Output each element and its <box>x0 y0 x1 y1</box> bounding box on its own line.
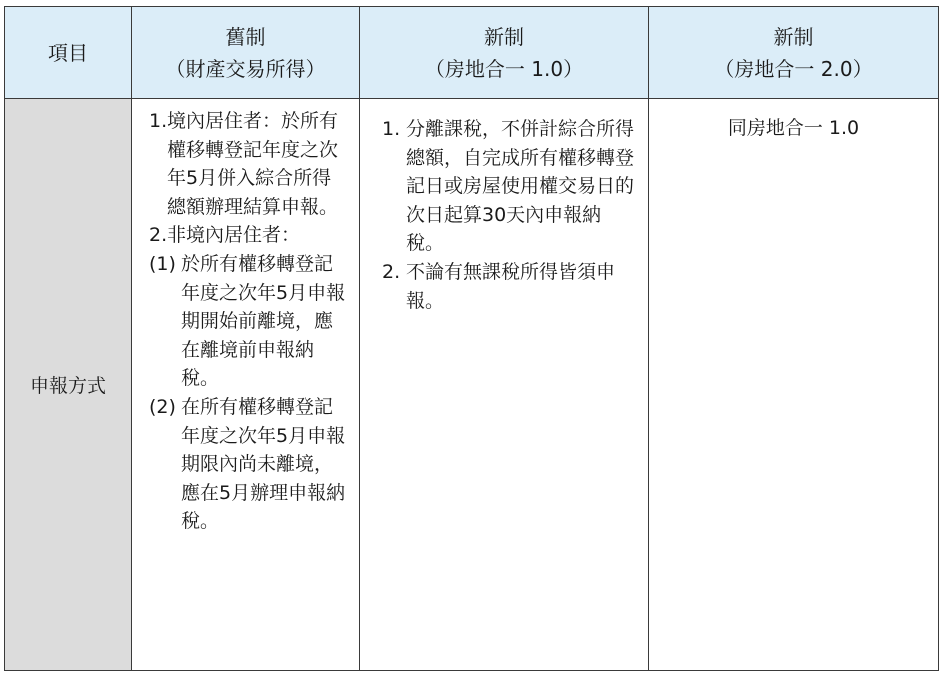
list-marker: 1. <box>382 118 401 140</box>
list-text: 不論有無課稅所得皆須申報。 <box>406 260 616 312</box>
list-subitem <box>149 393 347 536</box>
header-new2-title: 新制 <box>773 24 814 49</box>
comparison-table <box>4 6 939 671</box>
header-new1-subtitle: （房地合一 1.0） <box>424 56 584 81</box>
header-old-system <box>132 7 360 99</box>
header-item <box>5 7 132 99</box>
new-system-1-list <box>382 115 634 315</box>
header-new-system-1 <box>360 7 649 99</box>
new-system-2-text: 同房地合一 1.0 <box>727 117 860 139</box>
header-row <box>5 7 939 99</box>
old-system-cell <box>132 99 360 671</box>
list-marker: (2) <box>149 395 176 418</box>
list-marker: 2. <box>382 260 401 283</box>
list-item <box>382 258 634 315</box>
header-old-subtitle: （財產交易所得） <box>165 56 326 81</box>
header-new2-subtitle: （房地合一 2.0） <box>714 56 873 81</box>
list-item <box>382 115 634 258</box>
new-system-1-cell <box>360 99 649 671</box>
header-new1-title: 新制 <box>484 24 524 49</box>
table-header <box>5 7 939 99</box>
header-old-title: 舊制 <box>225 24 266 49</box>
header-item-title: 項目 <box>48 40 88 65</box>
list-marker: (1) <box>149 252 176 275</box>
new-system-2-cell <box>649 99 939 671</box>
list-marker: 2. <box>149 224 168 247</box>
list-subitem <box>149 250 347 393</box>
old-system-list <box>149 107 347 536</box>
list-text: 在所有權移轉登記年度之次年5月申報期限內尚未離境，應在5月辦理申報納稅。 <box>181 395 346 533</box>
header-new-system-2 <box>649 7 939 99</box>
table-body <box>5 99 939 671</box>
table-row <box>5 99 939 671</box>
list-text: 於所有權移轉登記年度之次年5月申報期開始前離境，應在離境前申報納稅。 <box>181 252 346 390</box>
list-marker: 1. <box>149 110 168 132</box>
list-text: 分離課稅，不併計綜合所得總額，自完成所有權移轉登記日或房屋使用權交易日的次日起算30天內申報納稅。 <box>406 118 635 255</box>
list-item <box>149 107 347 221</box>
list-text: 境內居住者：於所有權移轉登記年度之次年5月併入綜合所得總額辦理結算申報。 <box>167 110 339 218</box>
list-text: 非境內居住者： <box>167 224 301 247</box>
list-item <box>149 221 347 250</box>
row-label-filing-method: 申報方式 <box>5 99 132 671</box>
